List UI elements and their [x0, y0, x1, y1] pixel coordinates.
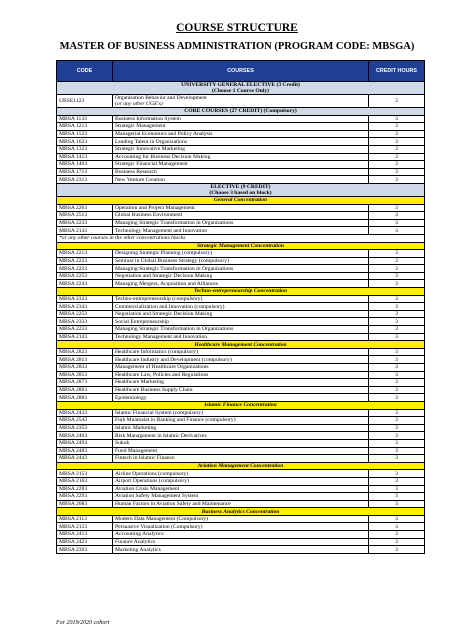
- course-name: Human Factors in Aviation Safety and Maintenance: [113, 500, 369, 508]
- course-code: MBSA 2493: [57, 439, 113, 447]
- course-name: Managing Strategic Transformation in Organizations: [113, 265, 369, 273]
- concentration-heading-line1: Business Analytics Concentration: [201, 508, 280, 515]
- credit-hours: 3: [369, 523, 425, 531]
- table-row: [57, 409, 425, 417]
- course-name: Operation and Project Management: [113, 204, 369, 212]
- course-name: Airline Operations (compulsory): [113, 470, 369, 478]
- course-name: Finance Analytics: [113, 538, 369, 546]
- credit-hours: 3: [369, 447, 425, 455]
- elective-heading-row: [57, 183, 425, 196]
- course-code: MBSA 2253: [57, 310, 113, 318]
- credit-hours: 3: [369, 493, 425, 501]
- course-name: Sukuk: [113, 439, 369, 447]
- course-name: Technology Management and Innovation: [113, 333, 369, 341]
- table-row: [57, 394, 425, 402]
- table-row: [57, 485, 425, 493]
- course-name: Business Research: [113, 168, 369, 176]
- course-name: [113, 95, 369, 108]
- credit-hours: 3: [369, 130, 425, 138]
- concentration-heading-row: [57, 508, 425, 516]
- credit-hours: 3: [369, 161, 425, 169]
- table-row: [57, 318, 425, 326]
- table-row: [57, 138, 425, 146]
- credit-hours: 3: [369, 204, 425, 212]
- credit-hours: 3: [369, 95, 425, 108]
- course-code: MBSA 2443: [57, 455, 113, 463]
- course-name: Commercialization and Innovation (compulsory): [113, 303, 369, 311]
- credit-hours: 3: [369, 168, 425, 176]
- uge-heading-line2: (Choose 1 Course Only): [211, 88, 270, 94]
- concentration-heading-row: [57, 462, 425, 470]
- table-row: [57, 115, 425, 123]
- course-code: MBSA 1713: [57, 168, 113, 176]
- course-name: Marketing Analytics: [113, 546, 369, 554]
- table-row: [57, 176, 425, 184]
- elective-heading: [57, 183, 425, 196]
- table-row: [57, 417, 425, 425]
- course-code: MBSA 2863: [57, 386, 113, 394]
- course-name: Business Information System: [113, 115, 369, 123]
- credit-hours: 3: [369, 439, 425, 447]
- course-code: MBSA 2213: [57, 250, 113, 258]
- uge-heading-line1: UNIVERSITY GENERAL ELECTIVE (3 Credit): [181, 82, 300, 88]
- course-name: Accounting for Business Decision Making: [113, 153, 369, 161]
- table-row: [57, 356, 425, 364]
- course-name: Strategic Innovative Marketing: [113, 145, 369, 153]
- credit-hours: 3: [369, 318, 425, 326]
- concentration-heading-line1: Islamic Finance Concentration: [204, 402, 277, 409]
- concentration-heading-line1: Healthcare Management Concentration: [194, 341, 287, 348]
- credit-hours: 3: [369, 417, 425, 425]
- header-code: CODE: [57, 61, 113, 82]
- credit-hours: 3: [369, 115, 425, 123]
- course-code: MBSA 2433: [57, 409, 113, 417]
- course-name: Social Entrepreneurship: [113, 318, 369, 326]
- course-name: Strategic Financial Management: [113, 161, 369, 169]
- course-code: MBSA 2283: [57, 485, 113, 493]
- uge-course-line2: (or any other UGE's): [115, 101, 163, 107]
- credit-hours: 3: [369, 123, 425, 131]
- course-code: MBSA 1463: [57, 161, 113, 169]
- table-row: [57, 153, 425, 161]
- course-name: Managing Strategic Transformation in Organizations: [113, 326, 369, 334]
- table-row: [57, 470, 425, 478]
- course-name: New Venture Creation: [113, 176, 369, 184]
- course-name: Negotiation and Strategic Decision Making: [113, 310, 369, 318]
- uge-heading: [57, 82, 425, 95]
- course-structure-table: [56, 60, 425, 554]
- course-name: Airport Operations (compulsory): [113, 477, 369, 485]
- course-code: MBSA 2153: [57, 470, 113, 478]
- course-code: MBSA 2833: [57, 364, 113, 372]
- course-code: MBSA 2233: [57, 326, 113, 334]
- concentration-heading-row: [57, 196, 425, 204]
- table-row: [57, 123, 425, 131]
- concentration-heading: [57, 462, 425, 470]
- other-concentrations-note-row: [57, 234, 425, 242]
- credit-hours: 3: [369, 310, 425, 318]
- course-name: Healthcare Industry and Development (compulsory): [113, 356, 369, 364]
- credit-hours: 3: [369, 257, 425, 265]
- course-name: Accounting Analytics: [113, 531, 369, 539]
- other-concentrations-note: *or any other courses in the other concentrations blocks: [57, 234, 425, 242]
- course-code: MBSA 2313: [57, 176, 113, 184]
- credit-hours: 3: [369, 371, 425, 379]
- course-name: Aviation Crisis Management: [113, 485, 369, 493]
- course-name: Fund Management: [113, 447, 369, 455]
- table-row: [57, 257, 425, 265]
- course-code: MBSA 2323: [57, 295, 113, 303]
- header-courses: COURSES: [113, 61, 369, 82]
- table-row: [57, 364, 425, 372]
- table-row: [57, 371, 425, 379]
- course-code: MBSA 2513: [57, 212, 113, 220]
- concentration-heading-line1: Techno-entrepreneurship Concentration: [193, 288, 288, 295]
- credit-hours: 3: [369, 272, 425, 280]
- concentration-heading: [57, 401, 425, 409]
- table-row: [57, 145, 425, 153]
- uge-heading-row: [57, 82, 425, 95]
- elective-heading-line1: ELECTIVE (9 CREDIT): [210, 183, 271, 190]
- course-name: Healthcare Marketing: [113, 379, 369, 387]
- credit-hours: 3: [369, 219, 425, 227]
- table-row: [57, 523, 425, 531]
- table-row: [57, 515, 425, 523]
- document-title: COURSE STRUCTURE: [176, 22, 298, 34]
- course-code: UBSE1123: [57, 95, 113, 108]
- course-code: MBSA 2113: [57, 515, 113, 523]
- course-code: MBSA 2233: [57, 265, 113, 273]
- course-name: Modern Data Management (Compulsory): [113, 515, 369, 523]
- course-code: MBSA 1133: [57, 115, 113, 123]
- table-row: [57, 348, 425, 356]
- course-name: Epidemiology: [113, 394, 369, 402]
- course-name: Seminar in Global Business Strategy (compulsory): [113, 257, 369, 265]
- uge-course-line1: Organisation Behavior and Development: [115, 95, 207, 101]
- table-row: [57, 432, 425, 440]
- table-row: [57, 272, 425, 280]
- course-code: MBSA 1323: [57, 145, 113, 153]
- concentration-heading-row: [57, 242, 425, 250]
- table-row: [57, 333, 425, 341]
- credit-hours: 3: [369, 379, 425, 387]
- concentration-heading-line1: Aviation Management Concentration: [197, 463, 284, 470]
- table-row: [57, 161, 425, 169]
- course-code: MBSA 2353: [57, 424, 113, 432]
- course-name: Healthcare Informatics (compulsory): [113, 348, 369, 356]
- course-name: Designing Strategic Planning (compulsory): [113, 250, 369, 258]
- table-row: [57, 168, 425, 176]
- course-code: MBSA 2253: [57, 272, 113, 280]
- concentration-heading: [57, 242, 425, 250]
- table-row: [57, 493, 425, 501]
- course-name: Technology Management and Innovation: [113, 227, 369, 235]
- course-name: Managing Mergers, Acquisition and Alliances: [113, 280, 369, 288]
- credit-hours: 3: [369, 145, 425, 153]
- course-code: MBSA 1623: [57, 138, 113, 146]
- credit-hours: 3: [369, 386, 425, 394]
- credit-hours: 3: [369, 326, 425, 334]
- credit-hours: 3: [369, 227, 425, 235]
- concentration-heading: [57, 508, 425, 516]
- course-code: MBSA 2683: [57, 500, 113, 508]
- table-row: [57, 204, 425, 212]
- concentration-heading: [57, 288, 425, 296]
- credit-hours: 3: [369, 333, 425, 341]
- credit-hours: 3: [369, 176, 425, 184]
- course-name: Global Business Environment: [113, 212, 369, 220]
- course-name: Persuasive Visualization (Compulsory): [113, 523, 369, 531]
- course-code: MBSA 2233: [57, 219, 113, 227]
- table-row: [57, 538, 425, 546]
- table-row: [57, 447, 425, 455]
- credit-hours: 3: [369, 303, 425, 311]
- course-code: MBSA 2413: [57, 531, 113, 539]
- credit-hours: 3: [369, 250, 425, 258]
- credit-hours: 3: [369, 348, 425, 356]
- course-name: Leading Talent in Organizations: [113, 138, 369, 146]
- table-row: [57, 250, 425, 258]
- credit-hours: 3: [369, 485, 425, 493]
- course-name: Healthcare Law, Policies and Regulations: [113, 371, 369, 379]
- course-code: MBSA 1413: [57, 153, 113, 161]
- concentration-heading-line1: General Concentration: [213, 197, 268, 204]
- course-name: Fintech in Islamic Finance: [113, 455, 369, 463]
- course-code: MBSA 1523: [57, 130, 113, 138]
- course-code: MBSA 2543: [57, 417, 113, 425]
- concentration-heading: [57, 196, 425, 204]
- course-name: Islamic Marketing: [113, 424, 369, 432]
- cohort-footer: For 2019/2020 cohort: [56, 620, 110, 626]
- table-body: [57, 82, 425, 554]
- course-name: Techno-entrepreneurship (compulsory): [113, 295, 369, 303]
- table-row: [57, 326, 425, 334]
- credit-hours: 3: [369, 153, 425, 161]
- course-name: Fiqh Muamalat in Banking and Finance (compulsory): [113, 417, 369, 425]
- table-row: [57, 295, 425, 303]
- concentration-heading-row: [57, 401, 425, 409]
- course-name: Managerial Economics and Policy Analysis: [113, 130, 369, 138]
- course-code: MBSA 2363: [57, 546, 113, 554]
- table-row: [57, 303, 425, 311]
- table-row: [57, 531, 425, 539]
- course-code: MBSA 2483: [57, 447, 113, 455]
- concentration-heading-row: [57, 341, 425, 349]
- course-name: Managing Strategic Transformation in Organizations: [113, 219, 369, 227]
- course-code: MBSA 2223: [57, 257, 113, 265]
- table-row: [57, 227, 425, 235]
- credit-hours: 3: [369, 432, 425, 440]
- course-code: MBSA 2883: [57, 394, 113, 402]
- credit-hours: 3: [369, 409, 425, 417]
- table-row: [57, 310, 425, 318]
- credit-hours: 3: [369, 455, 425, 463]
- course-code: MBSA 2123: [57, 523, 113, 531]
- course-name: Management of Healthcare Organizations: [113, 364, 369, 372]
- core-heading: CORE COURSES (27 CREDIT) (Compulsory): [57, 108, 425, 116]
- course-code: MBSA 2293: [57, 493, 113, 501]
- table-row: [57, 379, 425, 387]
- credit-hours: 3: [369, 212, 425, 220]
- course-code: MBSA 2263: [57, 204, 113, 212]
- course-name: Negotiation and Strategic Decision Making: [113, 272, 369, 280]
- credit-hours: 3: [369, 500, 425, 508]
- course-code: MBSA 2343: [57, 303, 113, 311]
- credit-hours: 3: [369, 515, 425, 523]
- credit-hours: 3: [369, 477, 425, 485]
- table-row: [57, 546, 425, 554]
- course-code: MBSA 2163: [57, 477, 113, 485]
- table-row: [57, 455, 425, 463]
- table-row: [57, 219, 425, 227]
- table-row: [57, 212, 425, 220]
- table-row: [57, 265, 425, 273]
- credit-hours: 3: [369, 424, 425, 432]
- course-code: MBSA 2853: [57, 371, 113, 379]
- header-credit-hours: CREDIT HOURS: [369, 61, 425, 82]
- elective-heading-line2: (Choose 3 based on block): [209, 189, 272, 196]
- course-name: Islamic Financial System (compulsory): [113, 409, 369, 417]
- course-code: MBSA 2143: [57, 227, 113, 235]
- credit-hours: 3: [369, 546, 425, 554]
- credit-hours: 3: [369, 470, 425, 478]
- table-row: [57, 500, 425, 508]
- course-code: MBSA 2823: [57, 348, 113, 356]
- credit-hours: 3: [369, 356, 425, 364]
- course-code: MBSA 1213: [57, 123, 113, 131]
- concentration-heading: [57, 341, 425, 349]
- table-row: [57, 477, 425, 485]
- table-row: [57, 95, 425, 108]
- table-row: [57, 130, 425, 138]
- course-name: Risk Management in Islamic Derivatives: [113, 432, 369, 440]
- course-code: MBSA 2333: [57, 318, 113, 326]
- course-code: MBSA 2873: [57, 379, 113, 387]
- concentration-heading-row: [57, 288, 425, 296]
- core-heading-row: [57, 108, 425, 116]
- credit-hours: 3: [369, 138, 425, 146]
- table-row: [57, 386, 425, 394]
- credit-hours: 3: [369, 531, 425, 539]
- course-code: MBSA 2463: [57, 432, 113, 440]
- course-name: Strategic Management: [113, 123, 369, 131]
- concentration-heading-line1: Strategic Management Concentration: [196, 242, 285, 249]
- course-name: Healthcare Business Supply Chain: [113, 386, 369, 394]
- course-code: MBSA 2423: [57, 538, 113, 546]
- table-row: [57, 424, 425, 432]
- course-code: MBSA 2813: [57, 356, 113, 364]
- table-row: [57, 280, 425, 288]
- course-name: Aviation Safety Management System: [113, 493, 369, 501]
- credit-hours: 3: [369, 364, 425, 372]
- credit-hours: 3: [369, 394, 425, 402]
- table-header-row: [57, 61, 425, 82]
- credit-hours: 3: [369, 538, 425, 546]
- table-row: [57, 439, 425, 447]
- document-subtitle: MASTER OF BUSINESS ADMINISTRATION (PROGRAM CODE: MBSGA): [59, 41, 415, 52]
- credit-hours: 3: [369, 295, 425, 303]
- course-code: MBSA 2143: [57, 333, 113, 341]
- credit-hours: 3: [369, 265, 425, 273]
- course-code: MBSA 2243: [57, 280, 113, 288]
- credit-hours: 3: [369, 280, 425, 288]
